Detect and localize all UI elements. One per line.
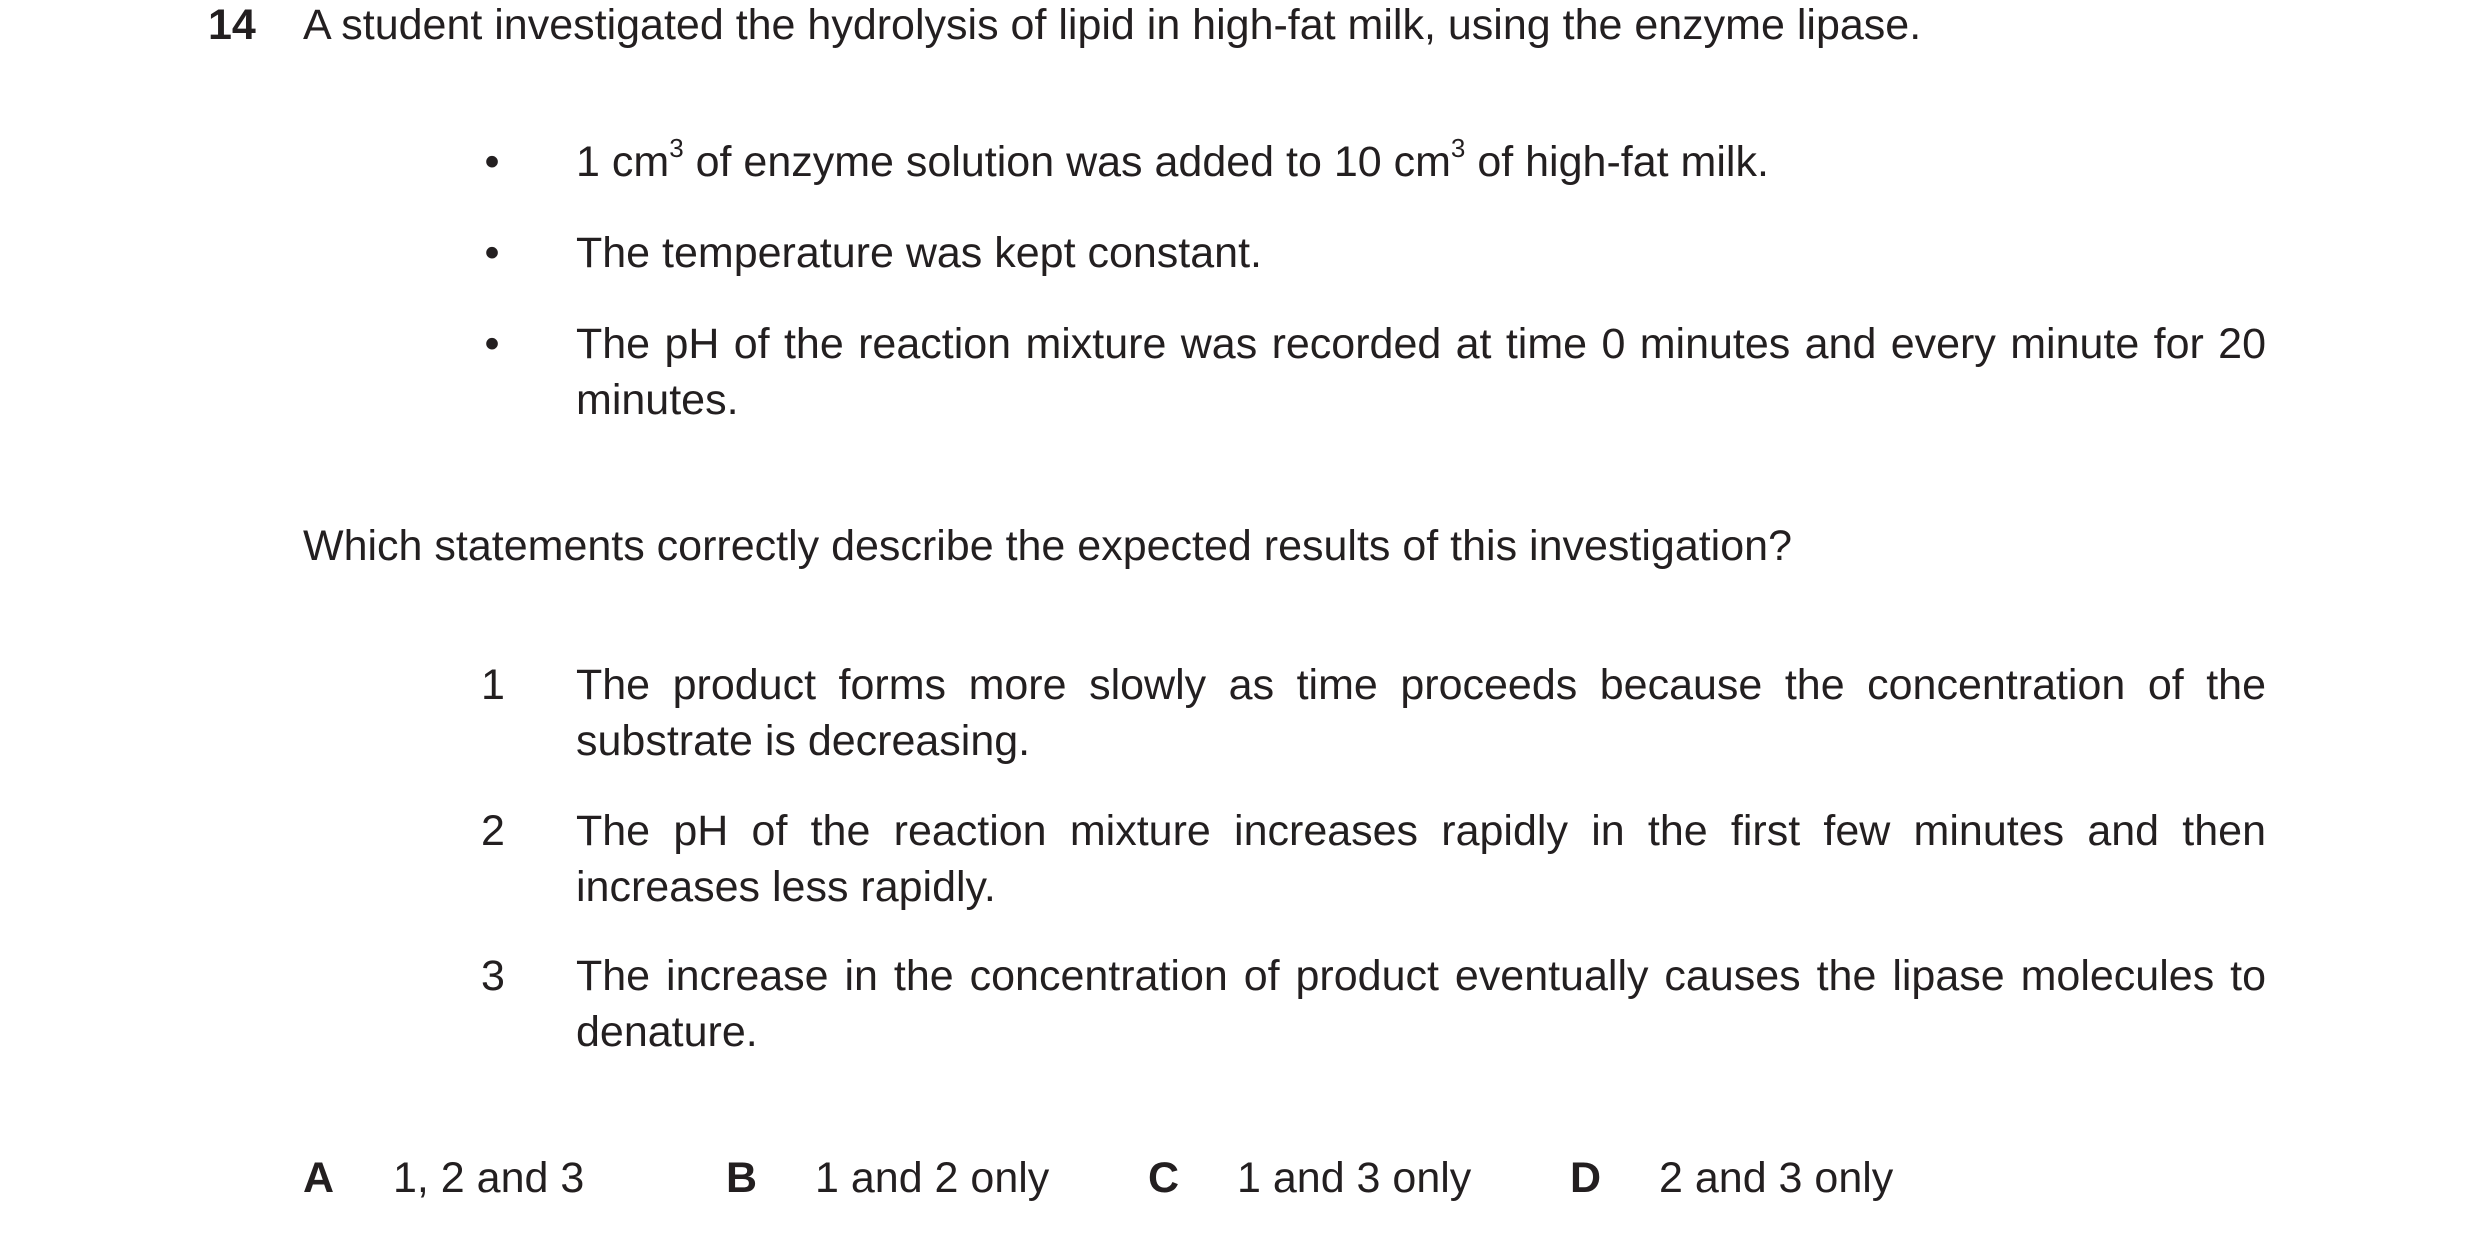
bullet-text-part: 1 cm — [576, 138, 670, 186]
statement-number: 1 — [481, 661, 505, 709]
superscript: 3 — [1450, 132, 1466, 163]
statement-number: 3 — [481, 952, 505, 1000]
bullet-mark: • — [484, 320, 500, 368]
question-number: 14 — [208, 1, 256, 49]
bullet-text-part: of high-fat milk. — [1465, 138, 1769, 186]
bullet-item-ph-recording: The pH of the reaction mixture was recorded at time 0 minutes and every minute for 20 minutes. — [576, 320, 2266, 424]
question-prompt: Which statements correctly describe the expected results of this investigation? — [303, 522, 1792, 570]
statement-text: The increase in the concentration of product eventually causes the lipase molecules to denature. — [576, 952, 2266, 1056]
bullet-mark: • — [484, 229, 500, 277]
option-d-text[interactable]: 2 and 3 only — [1659, 1154, 1894, 1202]
option-c-text[interactable]: 1 and 3 only — [1237, 1154, 1472, 1202]
option-a-text[interactable]: 1, 2 and 3 — [393, 1154, 585, 1202]
bullet-item-temperature: The temperature was kept constant. — [576, 229, 1262, 277]
statement-number: 2 — [481, 807, 505, 855]
option-b-text[interactable]: 1 and 2 only — [815, 1154, 1050, 1202]
statement-text: The pH of the reaction mixture increases rapidly in the first few minutes and then increases less rapidly. — [576, 807, 2266, 911]
option-b-letter[interactable]: B — [726, 1154, 758, 1202]
bullet-text-part: of enzyme solution was added to 10 cm — [683, 138, 1451, 186]
bullet-mark: • — [484, 138, 500, 186]
superscript: 3 — [669, 132, 684, 163]
option-d-letter[interactable]: D — [1570, 1154, 1602, 1202]
question-stem: A student investigated the hydrolysis of lipid in high-fat milk, using the enzyme lipase. — [303, 1, 1922, 49]
statement-text: The product forms more slowly as time proceeds because the concentration of the substrate is decreasing. — [576, 661, 2266, 765]
option-c-letter[interactable]: C — [1148, 1154, 1180, 1202]
option-a-letter[interactable]: A — [303, 1154, 335, 1202]
bullet-item-enzyme-volume — [576, 134, 2266, 190]
